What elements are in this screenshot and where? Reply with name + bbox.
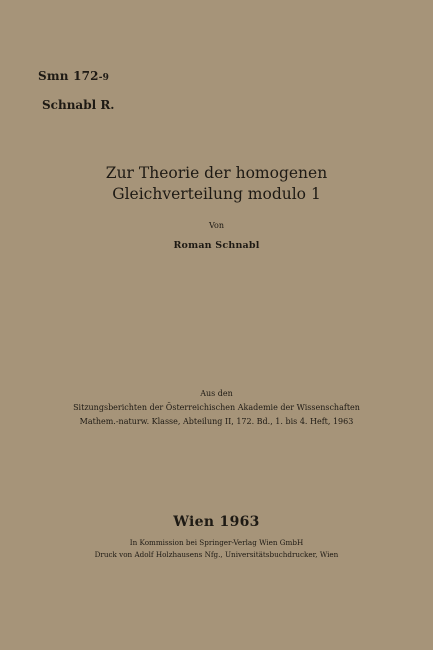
source-line-1: Aus den <box>200 389 233 398</box>
publisher-line-1: In Kommission bei Springer-Verlag Wien GmbH <box>129 538 304 547</box>
title-line-1: Zur Theorie der homogenen <box>105 164 328 182</box>
source-line-3: Mathem.-naturw. Klasse, Abteilung II, 172. Bd., 1. bis 4. Heft, 1963 <box>79 417 354 426</box>
publisher-line-2: Druck von Adolf Holzhausens Nfg., Universitätsbuchdrucker, Wien <box>94 550 339 559</box>
catalog-mark <box>38 69 109 83</box>
catalog-number: Smn 172 <box>38 69 99 83</box>
author-name: Roman Schnabl <box>173 240 260 251</box>
title-line-2: Gleichverteilung modulo 1 <box>112 185 321 203</box>
von-label: Von <box>208 221 224 230</box>
source-line-2: Sitzungsberichten der Österreichischen Akademie der Wissenschaften <box>73 403 360 412</box>
author-tag: Schnabl R. <box>42 98 115 112</box>
place-year: Wien 1963 <box>173 514 260 530</box>
catalog-suffix: -9 <box>98 73 110 83</box>
